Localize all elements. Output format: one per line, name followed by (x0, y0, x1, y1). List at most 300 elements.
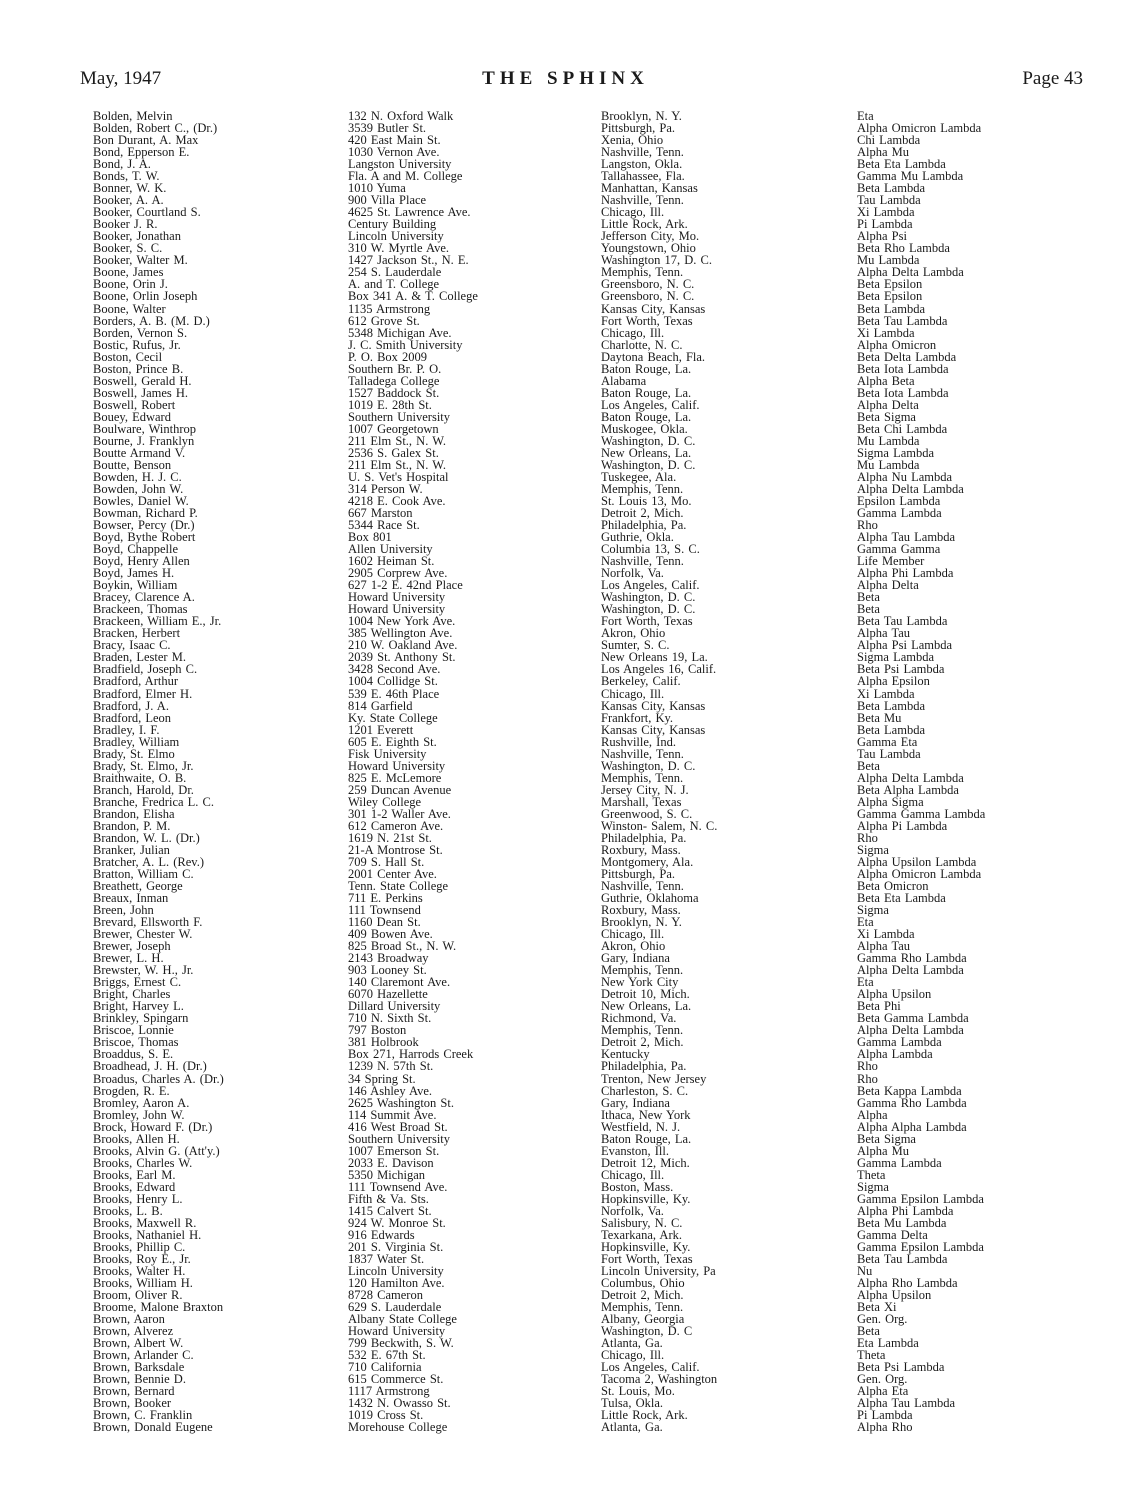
addresse-entry: Box 801 (348, 530, 392, 545)
name-entry: Brooks, Charles W. (93, 1155, 193, 1170)
citie-entry: Washington, D. C. (601, 590, 696, 605)
city-column (601, 110, 717, 1433)
citie-entry: Detroit 10, Mich. (601, 987, 690, 1002)
issue-date: May, 1947 (80, 68, 162, 89)
citie-entry: Charleston, S. C. (601, 1083, 689, 1098)
name-entry: Brock, Howard F. (Dr.) (93, 1119, 213, 1134)
addresse-entry: 1619 N. 21st St. (348, 830, 432, 845)
citie-entry: Greenwood, S. C. (601, 806, 693, 821)
chapter-entry: Alpha Upsilon (857, 987, 932, 1002)
citie-entry: Philadelphia, Pa. (601, 1059, 687, 1074)
name-entry: Brogden, R. E. (93, 1083, 170, 1098)
chapter-entry: Alpha Lambda (857, 1047, 933, 1062)
chapter-entry: Beta Eta Lambda (857, 891, 946, 906)
addresse-entry: 3428 Second Ave. (348, 662, 441, 677)
name-entry: Bourne, J. Franklyn (93, 433, 195, 448)
citie-entry: Brooklyn, N. Y. (601, 915, 682, 930)
name-entry: Bouey, Edward (93, 409, 171, 424)
chapter-entry: Beta Lambda (857, 722, 925, 737)
name-entry: Brooks, Nathaniel H. (93, 1227, 202, 1242)
name-entry: Bowden, H. J. C. (93, 469, 182, 484)
name-entry: Bradley, I. F. (93, 722, 160, 737)
citie-entry: Evanston, Ill. (601, 1143, 670, 1158)
addresse-entry: 420 East Main St. (348, 133, 441, 148)
chapter-entry: Beta Tau Lambda (857, 313, 948, 328)
citie-entry: Albany, Georgia (601, 1312, 685, 1327)
citie-entry: Winston- Salem, N. C. (601, 818, 718, 833)
citie-entry: Nashville, Tenn. (601, 193, 684, 208)
name-entry: Brooks, Allen H. (93, 1131, 180, 1146)
chapter-entry: Alpha Rho Lambda (857, 1276, 958, 1291)
name-entry: Breathett, George (93, 879, 183, 893)
addresse-entry: 539 E. 46th Place (348, 686, 440, 701)
chapter-column (857, 110, 985, 1433)
citie-entry: Detroit 2, Mich. (601, 1288, 684, 1303)
citie-entry: Boston, Mass. (601, 1179, 674, 1194)
name-entry: Boswell, James H. (93, 385, 189, 400)
chapter-entry: Beta Psi Lambda (857, 1360, 945, 1375)
citie-entry: Akron, Ohio (601, 939, 666, 954)
chapter-entry: Gen. Org. (857, 1312, 908, 1327)
chapter-entry: Gamma Eta (857, 734, 918, 749)
citie-entry: Norfolk, Va. (601, 566, 664, 581)
citie-entry: Westfield, N. J. (601, 1119, 681, 1134)
citie-entry: Atlanta, Ga. (601, 1336, 663, 1351)
citie-entry: Nashville, Tenn. (601, 879, 684, 893)
citie-entry: Texarkana, Ark. (601, 1227, 682, 1242)
name-entry: Brinkley, Spingarn (93, 1011, 189, 1026)
chapter-entry: Beta Delta Lambda (857, 349, 957, 364)
chapter-entry: Alpha Delta Lambda (857, 1023, 964, 1038)
name-entry: Brackeen, Thomas (93, 602, 188, 617)
addresse-entry: 5348 Michigan Ave. (348, 325, 452, 340)
addresse-entry: Howard University (348, 590, 446, 605)
citie-entry: Los Angeles, Calif. (601, 397, 700, 412)
addresse-entry: 310 W. Myrtle Ave. (348, 241, 450, 256)
chapter-entry: Alpha Delta (857, 578, 919, 593)
name-entry: Brady, St. Elmo (93, 746, 175, 761)
addresse-entry: 259 Duncan Avenue (348, 782, 452, 797)
name-entry: Boone, Walter (93, 301, 166, 316)
addresse-entry: Wiley College (348, 794, 422, 809)
chapter-entry: Tau Lambda (857, 746, 921, 761)
name-entry: Brown, Donald Eugene (93, 1420, 213, 1435)
chapter-entry: Xi Lambda (857, 205, 915, 220)
chapter-entry: Gamma Delta (857, 1227, 928, 1242)
citie-entry: Pittsburgh, Pa. (601, 121, 676, 136)
addresse-entry: 612 Cameron Ave. (348, 818, 444, 833)
name-entry: Brewster, W. H., Jr. (93, 963, 194, 978)
name-entry: Bowles, Daniel W. (93, 494, 189, 508)
chapter-entry: Beta Alpha Lambda (857, 782, 959, 797)
addresse-entry: 814 Garfield (348, 698, 413, 713)
addresse-entry: 667 Marston (348, 506, 413, 521)
addresse-entry: 1030 Vernon Ave. (348, 145, 440, 160)
chapter-entry: Beta Epsilon (857, 289, 923, 304)
name-entry: Briscoe, Lonnie (93, 1023, 174, 1038)
name-entry: Brooks, Earl M. (93, 1167, 176, 1182)
name-entry: Brown, C. Franklin (93, 1408, 193, 1423)
citie-entry: New Orleans 19, La. (601, 650, 708, 665)
name-entry: Broome, Malone Braxton (93, 1300, 224, 1315)
citie-entry: Washington, D. C (601, 1324, 693, 1339)
addresse-entry: Lincoln University (348, 229, 444, 244)
chapter-entry: Alpha Beta (857, 373, 915, 388)
addresse-entry: 2039 St. Anthony St. (348, 650, 456, 665)
addresse-entry: 8728 Cameron (348, 1288, 423, 1303)
name-entry: Boston, Prince B. (93, 361, 184, 376)
name-entry: Brooks, Edward (93, 1179, 176, 1194)
addresse-entry: 710 California (348, 1360, 422, 1375)
name-entry: Bromley, John W. (93, 1107, 185, 1122)
citie-entry: Lincoln University, Pa (601, 1264, 716, 1278)
citie-entry: Greensboro, N. C. (601, 289, 695, 304)
citie-entry: Charlotte, N. C. (601, 337, 683, 352)
chapter-entry: Theta (857, 1348, 886, 1363)
citie-entry: Trenton, New Jersey (601, 1071, 707, 1086)
name-entry: Bonds, T. W. (93, 169, 160, 184)
name-entry: Brooks, Roy E., Jr. (93, 1251, 191, 1266)
addresse-entry: 924 W. Monroe St. (348, 1215, 446, 1230)
addresse-entry: 114 Summit Ave. (348, 1107, 437, 1122)
chapter-entry: Eta (857, 109, 874, 123)
name-entry: Brown, Bennie D. (93, 1372, 186, 1387)
chapter-entry: Gamma Gamma Lambda (857, 806, 986, 821)
chapter-entry: Beta Phi (857, 999, 901, 1014)
chapter-entry: Alpha Rho (857, 1420, 913, 1435)
name-entry: Bonner, W. K. (93, 181, 167, 196)
chapter-entry: Gamma Rho Lambda (857, 1095, 967, 1110)
name-entry: Boswell, Gerald H. (93, 373, 192, 388)
citie-entry: Kentucky (601, 1047, 650, 1062)
addresse-entry: 385 Wellington Ave. (348, 626, 453, 641)
name-entry: Boswell, Robert (93, 397, 176, 412)
addresse-entry: 314 Person W. (348, 481, 423, 496)
addresse-entry: 825 E. McLemore (348, 770, 442, 785)
citie-entry: Tuskegee, Ala. (601, 469, 677, 484)
addresse-entry: 1007 Emerson St. (348, 1143, 440, 1158)
chapter-entry: Alpha Delta Lambda (857, 265, 964, 280)
name-entry: Booker J. R. (93, 217, 158, 232)
addresse-entry: 211 Elm St., N. W. (348, 433, 446, 448)
addresse-entry: 1837 Water St. (348, 1251, 425, 1266)
chapter-entry: Beta Chi Lambda (857, 421, 948, 436)
addresse-entry: 132 N. Oxford Walk (348, 109, 454, 123)
name-entry: Branker, Julian (93, 842, 170, 857)
citie-entry: Chicago, Ill. (601, 927, 665, 942)
chapter-entry: Rho (857, 1059, 878, 1074)
chapter-entry: Xi Lambda (857, 686, 915, 701)
addresse-entry: 709 S. Hall St. (348, 854, 425, 869)
addresse-entry: 1239 N. 57th St. (348, 1059, 434, 1074)
name-entry: Brooks, L. B. (93, 1203, 163, 1218)
name-entry: Bond, Epperson E. (93, 145, 190, 160)
chapter-entry: Beta Tau Lambda (857, 614, 948, 629)
addresse-entry: Century Building (348, 217, 437, 232)
citie-entry: New Orleans, La. (601, 999, 692, 1014)
name-entry: Bracken, Herbert (93, 626, 181, 641)
citie-entry: Chicago, Ill. (601, 1348, 665, 1363)
page-header (0, 68, 1131, 94)
chapter-entry: Epsilon Lambda (857, 494, 941, 508)
chapter-entry: Beta Mu (857, 710, 902, 725)
citie-entry: Philadelphia, Pa. (601, 518, 687, 533)
citie-entry: Kansas City, Kansas (601, 722, 706, 737)
name-entry: Brooks, William H. (93, 1276, 193, 1291)
citie-entry: Chicago, Ill. (601, 325, 665, 340)
chapter-entry: Beta Omicron (857, 879, 929, 893)
citie-entry: Tallahassee, Fla. (601, 169, 685, 184)
chapter-entry: Gamma Rho Lambda (857, 951, 967, 966)
chapter-entry: Rho (857, 518, 878, 533)
addresse-entry: 1010 Yuma (348, 181, 406, 196)
citie-entry: Guthrie, Okla. (601, 530, 674, 545)
chapter-entry: Beta Eta Lambda (857, 157, 946, 172)
chapter-entry: Gamma Lambda (857, 506, 942, 521)
citie-entry: Pittsburgh, Pa. (601, 866, 676, 881)
citie-entry: Baton Rouge, La. (601, 1131, 692, 1146)
citie-entry: Richmond, Va. (601, 1011, 677, 1026)
name-entry: Broom, Oliver R. (93, 1288, 183, 1303)
citie-entry: Memphis, Tenn. (601, 770, 684, 785)
chapter-entry: Beta Xi (857, 1300, 897, 1315)
citie-entry: Fort Worth, Texas (601, 1251, 693, 1266)
name-entry: Bright, Harvey L. (93, 999, 184, 1014)
citie-entry: Frankfort, Ky. (601, 710, 674, 725)
addresse-entry: 1602 Heiman St. (348, 554, 435, 569)
citie-entry: Jefferson City, Mo. (601, 229, 700, 244)
addresse-entry: 201 S. Virginia St. (348, 1239, 444, 1254)
citie-entry: Memphis, Tenn. (601, 963, 684, 978)
citie-entry: Washington, D. C. (601, 602, 696, 617)
name-entry: Brown, Alverez (93, 1324, 174, 1339)
chapter-entry: Alpha Omicron Lambda (857, 121, 982, 136)
addresse-entry: Lincoln University (348, 1264, 444, 1278)
chapter-entry: Alpha Omicron Lambda (857, 866, 982, 881)
chapter-entry: Gamma Epsilon Lambda (857, 1239, 984, 1254)
chapter-entry: Beta Gamma Lambda (857, 1011, 969, 1026)
chapter-entry: Gamma Gamma (857, 542, 941, 557)
chapter-entry: Alpha Tau (857, 939, 911, 954)
name-entry: Booker, Walter M. (93, 253, 188, 268)
citie-entry: Roxbury, Mass. (601, 903, 681, 918)
chapter-entry: Mu Lambda (857, 457, 920, 472)
chapter-entry: Alpha Tau Lambda (857, 1396, 956, 1411)
addresse-entry: 21-A Montrose St. (348, 842, 443, 857)
citie-entry: Atlanta, Ga. (601, 1420, 663, 1435)
addresse-entry: Albany State College (348, 1312, 457, 1327)
citie-entry: Marshall, Texas (601, 794, 682, 809)
citie-entry: Little Rock, Ark. (601, 1408, 688, 1423)
name-entry: Brooks, Maxwell R. (93, 1215, 197, 1230)
chapter-entry: Beta Sigma (857, 1131, 916, 1146)
chapter-entry: Alpha Epsilon (857, 674, 930, 689)
name-entry: Brewer, Joseph (93, 939, 171, 954)
chapter-entry: Alpha Pi Lambda (857, 818, 948, 833)
name-entry: Bradfield, Joseph C. (93, 662, 198, 677)
citie-entry: Fort Worth, Texas (601, 614, 693, 629)
chapter-entry: Mu Lambda (857, 433, 920, 448)
chapter-entry: Alpha Phi Lambda (857, 1203, 954, 1218)
addresse-entry: 627 1-2 E. 42nd Place (348, 578, 463, 593)
addresse-entry: 710 N. Sixth St. (348, 1011, 432, 1026)
name-entry: Bon Durant, A. Max (93, 133, 199, 148)
chapter-entry: Alpha Upsilon Lambda (857, 854, 977, 869)
citie-entry: New York City (601, 975, 679, 990)
citie-entry: Philadelphia, Pa. (601, 830, 687, 845)
name-entry: Bolden, Melvin (93, 109, 173, 123)
name-entry: Brown, Albert W. (93, 1336, 184, 1351)
citie-entry: Guthrie, Oklahoma (601, 891, 699, 906)
addresse-entry: 111 Townsend (348, 903, 421, 918)
addresse-entry: Southern Br. P. O. (348, 361, 442, 376)
addresse-entry: Howard University (348, 758, 446, 773)
citie-entry: Nashville, Tenn. (601, 145, 684, 160)
chapter-entry: Pi Lambda (857, 217, 913, 232)
name-entry: Bolden, Robert C., (Dr.) (93, 121, 218, 136)
chapter-entry: Chi Lambda (857, 133, 921, 148)
citie-entry: Berkeley, Calif. (601, 674, 681, 689)
addresse-entry: 1019 E. 28th St. (348, 397, 432, 412)
chapter-entry: Alpha Omicron (857, 337, 937, 352)
chapter-entry: Beta Sigma (857, 409, 916, 424)
chapter-entry: Eta (857, 915, 874, 930)
addresse-entry: 1427 Jackson St., N. E. (348, 253, 469, 268)
chapter-entry: Alpha Mu (857, 1143, 910, 1158)
addresse-entry: 532 E. 67th St. (348, 1348, 426, 1363)
citie-entry: Fort Worth, Texas (601, 313, 693, 328)
citie-entry: Salisbury, N. C. (601, 1215, 683, 1230)
chapter-entry: Alpha Upsilon (857, 1288, 932, 1303)
name-entry: Breen, John (93, 903, 154, 918)
citie-entry: Washington, D. C. (601, 758, 696, 773)
name-entry: Brandon, P. M. (93, 818, 171, 833)
citie-entry: Detroit 12, Mich. (601, 1155, 690, 1170)
chapter-entry: Eta Lambda (857, 1336, 919, 1351)
citie-entry: Washington 17, D. C. (601, 253, 713, 268)
addresse-entry: Howard University (348, 1324, 446, 1339)
addresse-entry: 254 S. Lauderdale (348, 265, 442, 280)
name-entry: Brooks, Phillip C. (93, 1239, 186, 1254)
addresse-entry: 120 Hamilton Ave. (348, 1276, 445, 1291)
citie-entry: St. Louis, Mo. (601, 1384, 675, 1399)
addresse-entry: 4625 St. Lawrence Ave. (348, 205, 471, 220)
addresse-entry: 210 W. Oakland Ave. (348, 638, 458, 653)
citie-entry: Greensboro, N. C. (601, 277, 695, 292)
name-entry: Broaddus, S. E. (93, 1047, 174, 1062)
addresse-entry: Morehouse College (348, 1420, 448, 1435)
addresse-entry: 409 Bowen Ave. (348, 927, 433, 942)
chapter-entry: Alpha Mu (857, 145, 910, 160)
name-entry: Boyd, Chappelle (93, 542, 179, 557)
citie-entry: Daytona Beach, Fla. (601, 349, 706, 364)
name-entry: Brandon, W. L. (Dr.) (93, 830, 200, 845)
citie-entry: Los Angeles, Calif. (601, 578, 700, 593)
name-entry: Bright, Charles (93, 987, 171, 1002)
name-entry: Broadus, Charles A. (Dr.) (93, 1071, 224, 1086)
chapter-entry: Gen. Org. (857, 1372, 908, 1387)
name-entry: Bradley, William (93, 734, 180, 749)
chapter-entry: Life Member (857, 554, 925, 569)
chapter-entry: Alpha Delta (857, 397, 919, 412)
citie-entry: Little Rock, Ark. (601, 217, 688, 232)
citie-entry: Kansas City, Kansas (601, 698, 706, 713)
name-entry: Brady, St. Elmo, Jr. (93, 758, 194, 773)
addresse-entry: 1019 Cross St. (348, 1408, 424, 1423)
name-entry: Briscoe, Thomas (93, 1035, 179, 1050)
chapter-entry: Rho (857, 830, 878, 845)
chapter-entry: Alpha Psi (857, 229, 907, 244)
citie-entry: Brooklyn, N. Y. (601, 109, 682, 123)
name-entry: Bond, J. A. (93, 157, 151, 172)
name-entry: Bradford, Elmer H. (93, 686, 193, 701)
chapter-entry: Alpha Eta (857, 1384, 909, 1399)
chapter-entry: Alpha Tau (857, 626, 911, 641)
chapter-entry: Alpha Tau Lambda (857, 530, 956, 545)
citie-entry: Norfolk, Va. (601, 1203, 664, 1218)
name-entry: Brown, Aaron (93, 1312, 165, 1327)
name-entry: Briggs, Ernest C. (93, 975, 182, 990)
addresse-entry: 629 S. Lauderdale (348, 1300, 442, 1315)
name-entry: Bradford, Leon (93, 710, 172, 725)
name-entry: Boykin, William (93, 578, 178, 593)
name-entry: Bratcher, A. L. (Rev.) (93, 854, 205, 869)
name-entry: Brewer, Chester W. (93, 927, 193, 942)
name-entry: Boone, Orlin Joseph (93, 289, 198, 304)
name-entry: Borden, Vernon S. (93, 325, 188, 340)
name-entry: Bowman, Richard P. (93, 506, 198, 521)
name-entry: Braithwaite, O. B. (93, 770, 187, 785)
chapter-entry: Alpha Delta Lambda (857, 963, 964, 978)
citie-entry: Baton Rouge, La. (601, 385, 692, 400)
name-entry: Bracy, Isaac C. (93, 638, 171, 653)
citie-entry: Youngstown, Ohio (601, 241, 696, 256)
citie-entry: Memphis, Tenn. (601, 1300, 684, 1315)
name-entry: Branch, Harold, Dr. (93, 782, 194, 797)
chapter-entry: Alpha Sigma (857, 794, 924, 809)
chapter-entry: Beta Lambda (857, 181, 925, 196)
chapter-entry: Xi Lambda (857, 325, 915, 340)
name-entry: Brewer, L. H. (93, 951, 164, 966)
name-entry: Brooks, Henry L. (93, 1191, 183, 1206)
chapter-entry: Beta (857, 602, 880, 617)
addresse-entry: 2625 Washington St. (348, 1095, 454, 1110)
name-entry: Brandon, Elisha (93, 806, 175, 821)
chapter-entry: Alpha Psi Lambda (857, 638, 953, 653)
addresse-entry: A. and T. College (348, 277, 440, 292)
address-column (348, 110, 478, 1433)
addresse-entry: Allen University (348, 542, 433, 557)
addresse-entry: 2033 E. Davison (348, 1155, 434, 1170)
citie-entry: Washington, D. C. (601, 433, 696, 448)
name-entry: Bratton, William C. (93, 866, 194, 881)
name-entry: Broadhead, J. H. (Dr.) (93, 1059, 207, 1074)
chapter-entry: Beta Lambda (857, 698, 925, 713)
addresse-entry: P. O. Box 2009 (348, 349, 428, 364)
citie-entry: Alabama (601, 373, 647, 388)
names-column (93, 110, 224, 1433)
citie-entry: Nashville, Tenn. (601, 554, 684, 569)
name-entry: Booker, S. C. (93, 241, 163, 256)
citie-entry: Columbia 13, S. C. (601, 542, 700, 557)
addresse-entry: 1415 Calvert St. (348, 1203, 432, 1218)
addresse-entry: 825 Broad St., N. W. (348, 939, 457, 954)
name-entry: Braden, Lester M. (93, 650, 186, 665)
chapter-entry: Eta (857, 975, 874, 990)
chapter-entry: Beta Lambda (857, 301, 925, 316)
name-entry: Booker, Courtland S. (93, 205, 201, 220)
addresse-entry: 612 Grove St. (348, 313, 420, 328)
